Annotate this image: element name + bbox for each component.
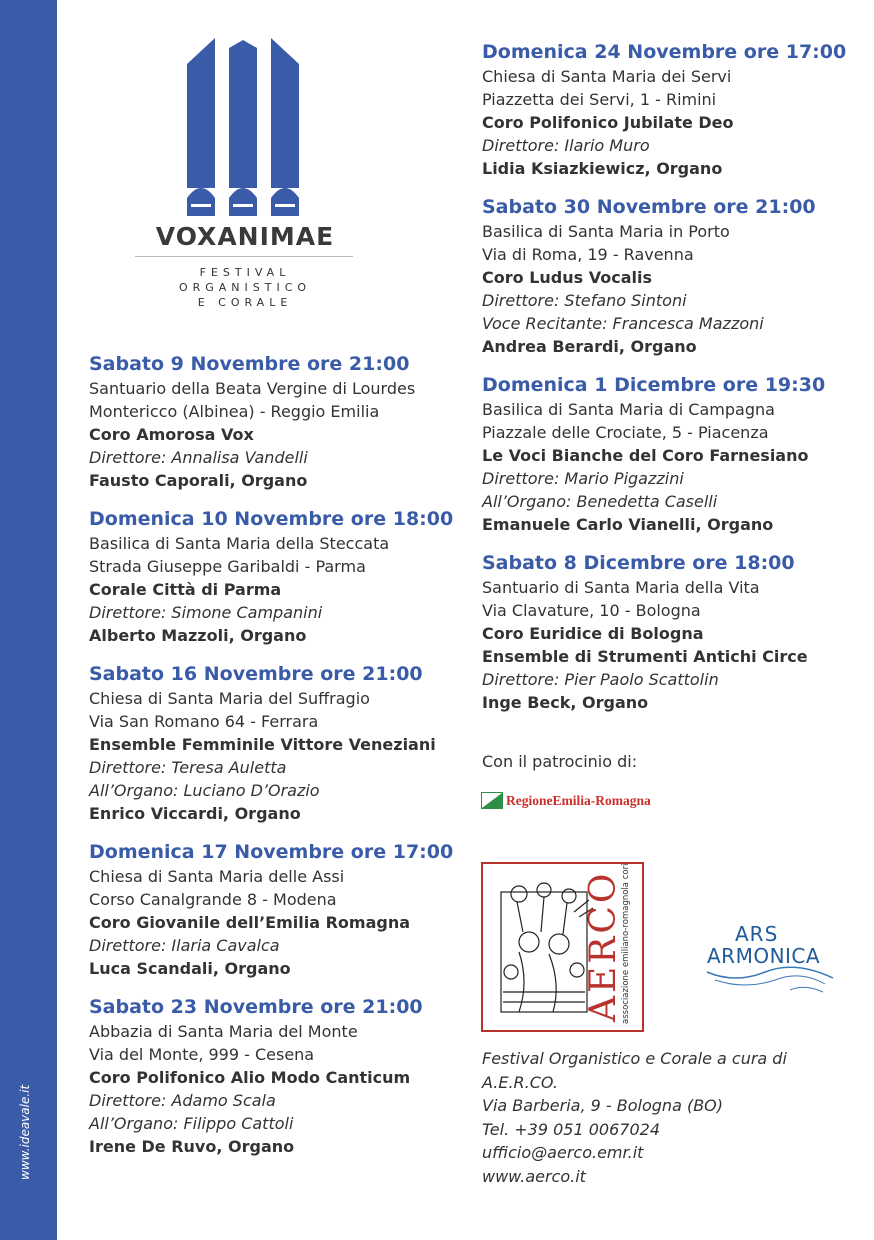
subtitle-line: FESTIVAL xyxy=(199,266,291,279)
event-line: Andrea Berardi, Organo xyxy=(482,337,697,356)
regione-name: RegioneEmilia-Romagna xyxy=(506,792,651,808)
event-line: Direttore: Simone Campanini xyxy=(89,603,323,622)
ars-line1: ARS xyxy=(735,922,779,946)
event-date: Sabato 9 Novembre ore 21:00 xyxy=(89,353,410,375)
event-line: All’Organo: Filippo Cattoli xyxy=(89,1114,294,1133)
event-line: Direttore: Stefano Sintoni xyxy=(482,291,687,310)
event-block xyxy=(89,840,459,980)
event-line: Ensemble di Strumenti Antichi Circe xyxy=(482,647,808,666)
event-line: Alberto Mazzoli, Organo xyxy=(89,626,307,645)
event-line: Via di Roma, 19 - Ravenna xyxy=(482,245,694,264)
aerco-logo xyxy=(481,862,644,1032)
event-line: Piazzetta dei Servi, 1 - Rimini xyxy=(482,90,717,109)
event-line: Via San Romano 64 - Ferrara xyxy=(89,712,319,731)
event-line: Basilica di Santa Maria della Steccata xyxy=(89,534,390,553)
event-line: Chiesa di Santa Maria delle Assi xyxy=(89,867,345,886)
event-line: Coro Giovanile dell’Emilia Romagna xyxy=(89,913,410,932)
event-line: Via Clavature, 10 - Bologna xyxy=(482,601,701,620)
event-line: Coro Amorosa Vox xyxy=(89,425,254,444)
event-line: Direttore: Ilario Muro xyxy=(482,136,650,155)
event-date: Domenica 24 Novembre ore 17:00 xyxy=(482,41,847,63)
subtitle-line: E CORALE xyxy=(197,296,293,309)
ars-line2: ARMONICA xyxy=(707,944,821,968)
events-left-column xyxy=(89,352,459,1173)
side-bar xyxy=(0,0,57,1240)
event-line: Enrico Viccardi, Organo xyxy=(89,804,301,823)
event-line: Irene De Ruvo, Organo xyxy=(89,1137,295,1156)
events-right-column xyxy=(482,40,852,729)
event-line: Lidia Ksiazkiewicz, Organo xyxy=(482,159,723,178)
contact-line: Festival Organistico e Corale a cura di xyxy=(482,1049,787,1068)
event-line: Direttore: Pier Paolo Scattolin xyxy=(482,670,719,689)
event-date: Domenica 17 Novembre ore 17:00 xyxy=(89,841,454,863)
event-date: Sabato 30 Novembre ore 21:00 xyxy=(482,196,816,218)
event-line: Chiesa di Santa Maria dei Servi xyxy=(482,67,732,86)
event-line: Chiesa di Santa Maria del Suffragio xyxy=(89,689,370,708)
event-line: Direttore: Teresa Auletta xyxy=(89,758,287,777)
regione-flag-icon xyxy=(481,792,503,809)
contact-info xyxy=(482,1047,787,1188)
event-line: Direttore: Ilaria Cavalca xyxy=(89,936,280,955)
event-line: Via del Monte, 999 - Cesena xyxy=(89,1045,315,1064)
event-line: Corale Città di Parma xyxy=(89,580,282,599)
event-block xyxy=(482,551,852,714)
event-line: Fausto Caporali, Organo xyxy=(89,471,308,490)
event-date: Sabato 8 Dicembre ore 18:00 xyxy=(482,552,795,574)
event-line: Santuario della Beata Vergine di Lourdes xyxy=(89,379,416,398)
event-line: Coro Polifonico Alio Modo Canticum xyxy=(89,1068,411,1087)
event-block xyxy=(482,373,852,536)
event-line: Strada Giuseppe Garibaldi - Parma xyxy=(89,557,366,576)
event-line: Coro Ludus Vocalis xyxy=(482,268,652,287)
event-line: Basilica di Santa Maria in Porto xyxy=(482,222,730,241)
event-block xyxy=(89,352,459,492)
event-block xyxy=(482,40,852,180)
event-line: Emanuele Carlo Vianelli, Organo xyxy=(482,515,774,534)
event-date: Sabato 16 Novembre ore 21:00 xyxy=(89,663,423,685)
event-block xyxy=(482,195,852,358)
aerco-name: AERCO xyxy=(583,870,624,1022)
event-line: Le Voci Bianche del Coro Farnesiano xyxy=(482,446,809,465)
contact-line: Via Barberia, 9 - Bologna (BO) xyxy=(482,1096,724,1115)
patronage-label: Con il patrocinio di: xyxy=(482,752,638,771)
event-line: Inge Beck, Organo xyxy=(482,693,649,712)
event-line: Voce Recitante: Francesca Mazzoni xyxy=(482,314,764,333)
voxanimae-logo xyxy=(135,38,355,310)
event-line: Montericco (Albinea) - Reggio Emilia xyxy=(89,402,380,421)
event-date: Domenica 10 Novembre ore 18:00 xyxy=(89,508,454,530)
event-line: Coro Euridice di Bologna xyxy=(482,624,704,643)
event-block xyxy=(89,662,459,825)
event-line: Ensemble Femminile Vittore Veneziani xyxy=(89,735,436,754)
organ-pipes-icon xyxy=(187,38,299,216)
event-line: Luca Scandali, Organo xyxy=(89,959,291,978)
festival-name: VOXANIMAE xyxy=(155,222,335,251)
regione-logo xyxy=(481,792,651,809)
event-line: Basilica di Santa Maria di Campagna xyxy=(482,400,775,419)
contact-line: Tel. +39 051 0067024 xyxy=(482,1119,660,1139)
event-line: Abbazia di Santa Maria del Monte xyxy=(89,1022,358,1041)
logo-divider xyxy=(135,256,353,257)
event-line: Direttore: Mario Pigazzini xyxy=(482,469,684,488)
contact-email[interactable]: ufficio@aerco.emr.it xyxy=(482,1143,644,1162)
subtitle-line: ORGANISTICO xyxy=(178,281,312,294)
event-line: Piazzale delle Crociate, 5 - Piacenza xyxy=(482,423,769,442)
contact-line: A.E.R.CO. xyxy=(482,1072,558,1092)
event-line: Corso Canalgrande 8 - Modena xyxy=(89,890,337,909)
aerco-tagline: associazione emiliano-romagnola cori xyxy=(621,863,631,1024)
event-date: Domenica 1 Dicembre ore 19:30 xyxy=(482,374,826,396)
festival-subtitle xyxy=(135,265,355,310)
event-block xyxy=(89,507,459,647)
event-line: Santuario di Santa Maria della Vita xyxy=(482,578,760,597)
event-line: All’Organo: Luciano D’Orazio xyxy=(89,781,320,800)
sidebar-url: www.ideavale.it xyxy=(18,1084,32,1180)
contact-website[interactable]: www.aerco.it xyxy=(482,1166,586,1186)
event-line: All’Organo: Benedetta Caselli xyxy=(482,492,718,511)
event-date: Sabato 23 Novembre ore 21:00 xyxy=(89,996,423,1018)
event-line: Coro Polifonico Jubilate Deo xyxy=(482,113,734,132)
event-line: Direttore: Adamo Scala xyxy=(89,1091,276,1110)
event-line: Direttore: Annalisa Vandelli xyxy=(89,448,308,467)
event-block xyxy=(89,995,459,1158)
ars-armonica-logo xyxy=(705,920,835,995)
